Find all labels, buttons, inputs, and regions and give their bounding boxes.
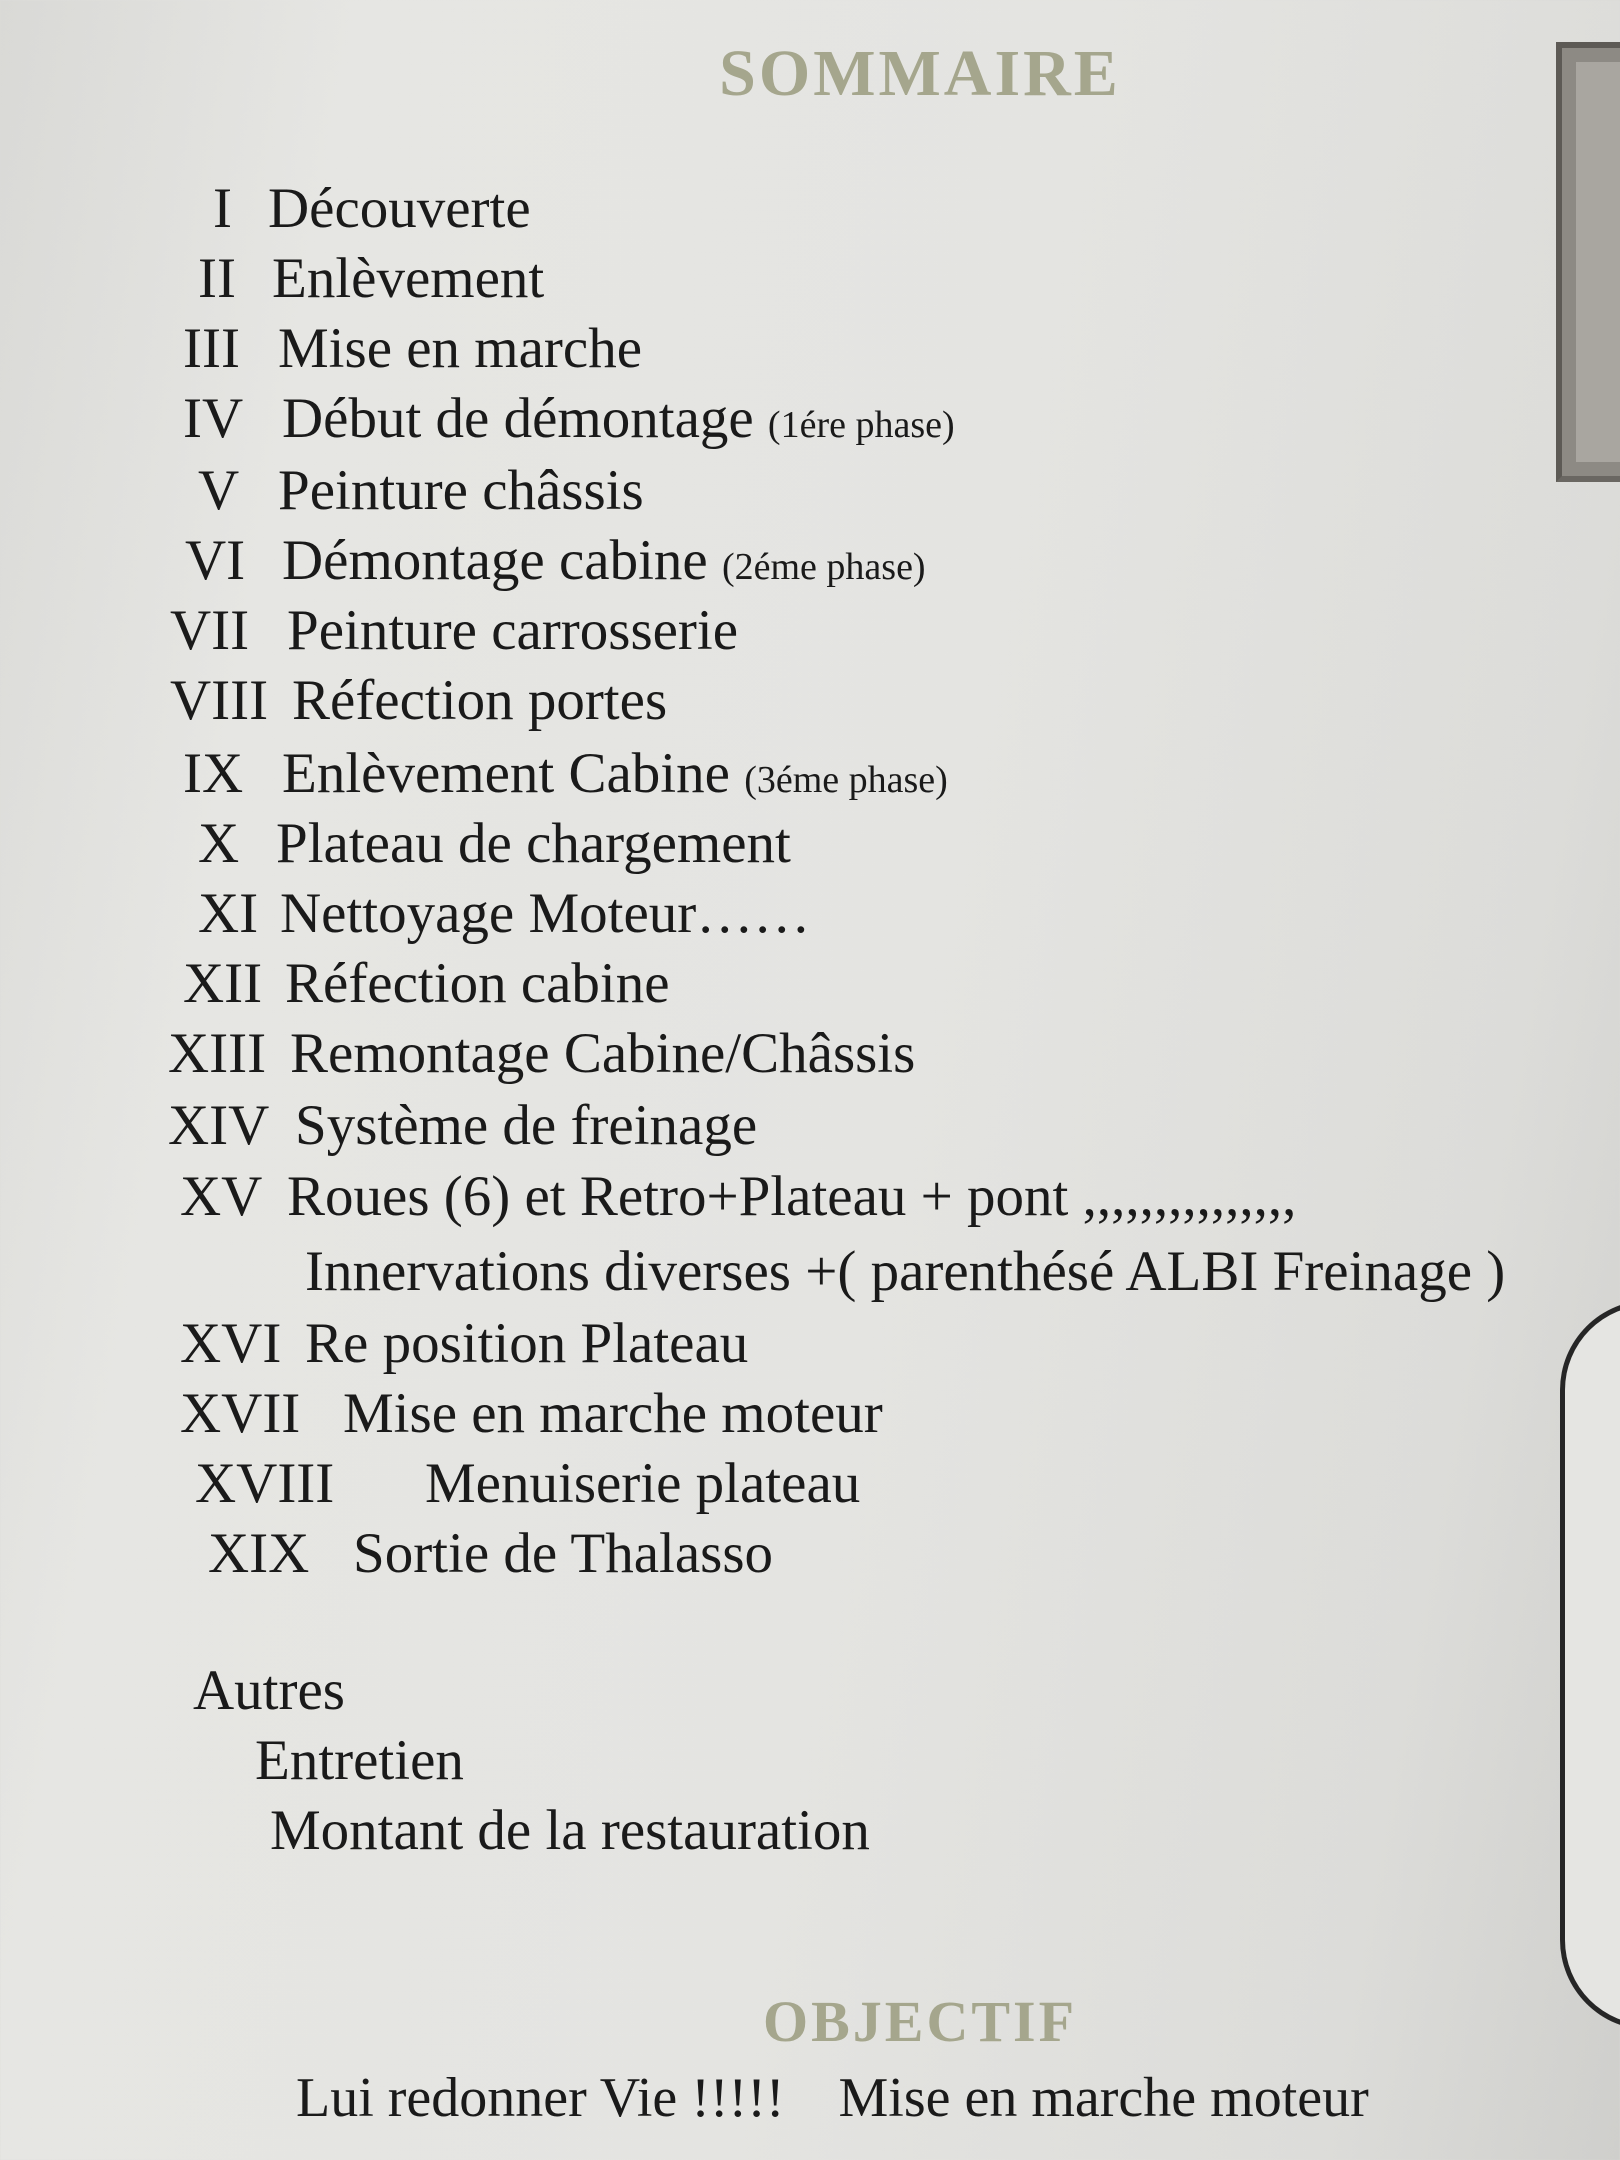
toc-item-number: X — [198, 812, 240, 875]
toc-item-number: VII — [170, 599, 250, 662]
toc-item-xv-continuation: Innervations diverses +( parenthésé ALBI Freinage ) — [305, 1240, 1506, 1303]
toc-item-title: Roues (6) et Retro+Plateau + pont ,,,,,,,,,,,,,,, — [287, 1165, 1297, 1228]
toc-item-phase-note: (3éme phase) — [744, 759, 948, 801]
toc-item-number: XII — [183, 952, 263, 1015]
toc-item-number: XV — [180, 1165, 263, 1228]
toc-item-number: XIX — [208, 1522, 310, 1585]
toc-item-title: Re position Plateau — [305, 1312, 749, 1375]
others-item-maintenance: Entretien — [255, 1729, 464, 1792]
object-outline — [1560, 1300, 1620, 2030]
objective-line — [296, 2067, 1369, 2129]
toc-item-title: Peinture carrosserie — [287, 599, 739, 662]
objective-text-2: Mise en marche moteur — [838, 2067, 1369, 2129]
toc-item-title: Système de freinage — [295, 1094, 758, 1157]
toc-item-number: IV — [183, 387, 244, 450]
toc-item-number: XVI — [180, 1312, 282, 1375]
toc-item-title: Menuiserie plateau — [425, 1452, 861, 1515]
toc-item-number: XIII — [168, 1022, 267, 1085]
toc-item-title: Remontage Cabine/Châssis — [290, 1022, 916, 1085]
others-item-restoration-cost: Montant de la restauration — [270, 1799, 870, 1862]
toc-item-title: Peinture châssis — [278, 459, 644, 522]
toc-item-number: XIV — [168, 1094, 270, 1157]
toc-item-number: IX — [183, 742, 244, 805]
toc-item-number: VI — [185, 529, 246, 592]
toc-item-title: Sortie de Thalasso — [353, 1522, 774, 1585]
toc-item-phase-note: (1ére phase) — [767, 404, 955, 446]
objective-text-1: Lui redonner Vie !!!!! — [296, 2067, 785, 2129]
toc-item-title: Réfection portes — [292, 669, 668, 732]
summary-title: SOMMAIRE — [719, 37, 1121, 110]
toc-item-number: I — [213, 177, 232, 240]
toc-item-title: Découverte — [268, 177, 531, 240]
toc-item-phase-note: (2éme phase) — [721, 546, 926, 588]
toc-item-title: Plateau de chargement — [276, 812, 791, 875]
objective-title: OBJECTIF — [762, 1989, 1078, 2054]
toc-item-title: Enlèvement — [272, 247, 545, 310]
toc-item-title: Mise en marche — [278, 317, 643, 380]
others-heading: Autres — [193, 1659, 345, 1722]
toc-item-title: Nettoyage Moteur…… — [280, 882, 811, 945]
toc-item-number: V — [198, 459, 240, 522]
toc-item-number: XVIII — [195, 1452, 335, 1515]
toc-item-title: Mise en marche moteur — [343, 1382, 883, 1445]
toc-item-number: II — [198, 247, 236, 310]
toc-item-title: Démontage cabine (2éme phase) — [282, 529, 926, 592]
toc-item-number: XVII — [180, 1382, 301, 1445]
toc-item-number: III — [183, 317, 240, 380]
toc-item-title: Réfection cabine — [285, 952, 670, 1015]
toc-item-title: Enlèvement Cabine (3éme phase) — [282, 742, 948, 805]
toc-item-number: VIII — [170, 669, 269, 732]
toc-item-title: Début de démontage (1ére phase) — [282, 387, 955, 450]
toc-item-number: XI — [198, 882, 259, 945]
